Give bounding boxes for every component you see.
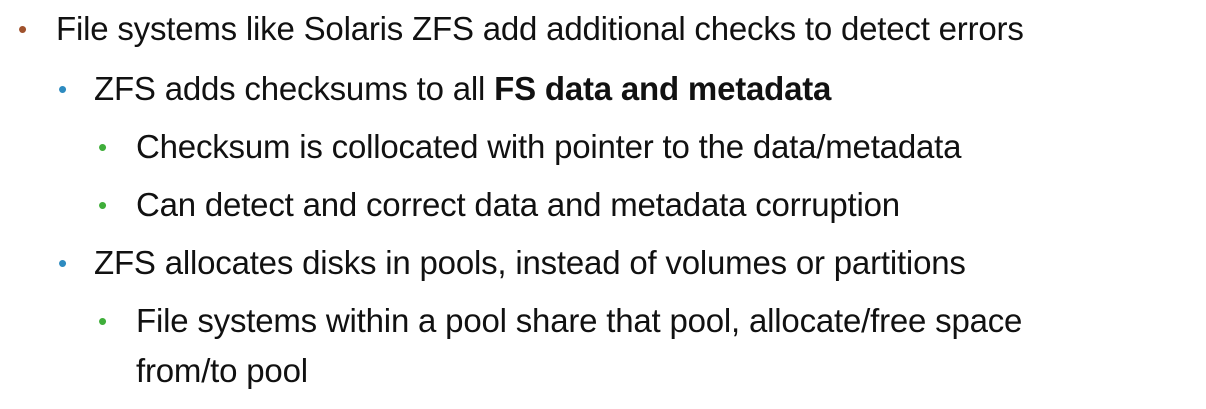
bullet-text-prefix: ZFS adds checksums to all (94, 70, 495, 107)
bullet-text: Can detect and correct data and metadata corruption (136, 186, 900, 223)
bullet-marker: • (98, 306, 107, 336)
bullet-text-line-2: from/to pool (136, 352, 308, 389)
bullet-text-line-1: File systems within a pool share that pool, allocate/free space (136, 302, 1023, 339)
bullet-marker: • (58, 248, 67, 278)
bullet-marker: • (18, 14, 27, 44)
bullet-text-emphasis: FS data and metadata (494, 70, 832, 107)
bullet-text: ZFS allocates disks in pools, instead of volumes or partitions (94, 244, 966, 281)
bullet-text (136, 296, 1022, 396)
bullet-marker: • (98, 132, 107, 162)
bullet-marker: • (98, 190, 107, 220)
bullet-text: Checksum is collocated with pointer to the data/metadata (136, 128, 962, 165)
bullet-text: File systems like Solaris ZFS add additional checks to detect errors (56, 10, 1024, 47)
bullet-marker: • (58, 74, 67, 104)
bullet-text (94, 60, 831, 118)
